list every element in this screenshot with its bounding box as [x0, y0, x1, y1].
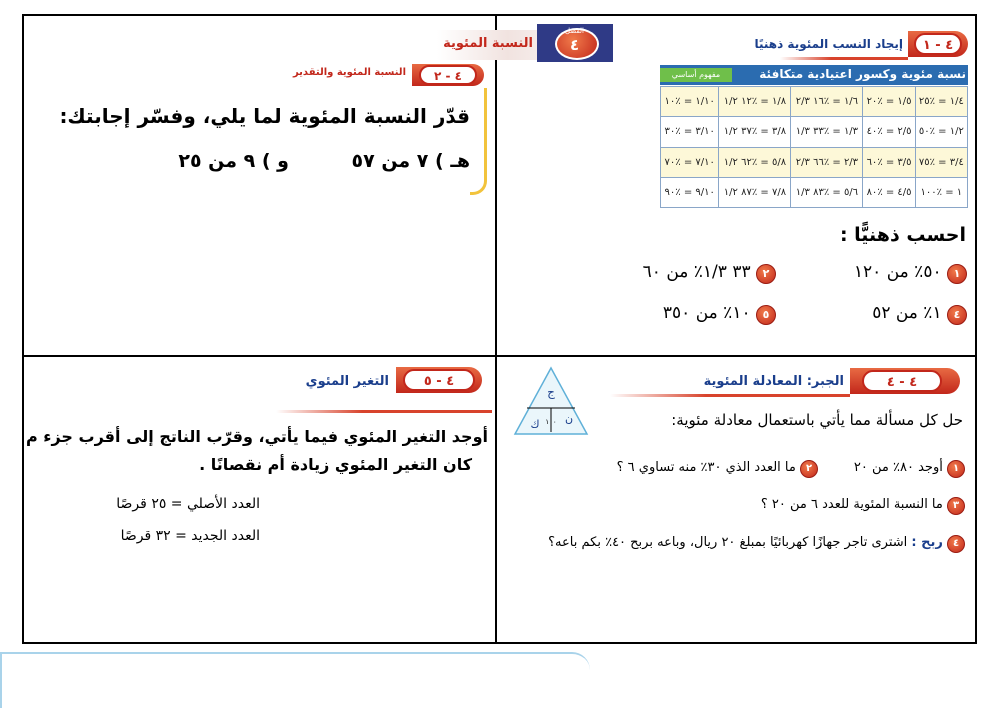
lesson-tag-4-5: ٤ - ٥ — [403, 369, 475, 391]
q1-item-1 — [854, 262, 967, 284]
triangle-top: ج — [547, 385, 555, 399]
item-number-badge: ٤ — [947, 305, 967, 325]
q2-instruction: قدّر النسبة المئوية لما يلي، وفسّر إجابتك: — [59, 104, 470, 128]
q2-box-border — [470, 88, 487, 195]
q1-item-5 — [663, 303, 776, 325]
triangle-right: ن — [564, 412, 574, 425]
lesson-title-4-4: الجبر: المعادلة المئوية — [703, 374, 844, 389]
item-text: ٥٠٪ من ١٢٠ — [853, 262, 942, 282]
chapter-title: النسبة المئوية — [443, 36, 533, 51]
q2-item-h: هـ ) ٧ من ٥٧ — [351, 150, 470, 172]
lesson-title-4-1: إيجاد النسب المئوية ذهنيًا — [754, 37, 903, 51]
item-number-badge: ٣ — [947, 497, 965, 515]
triangle-mid: ١٠٠ — [545, 418, 557, 426]
q1-item-4 — [872, 303, 967, 325]
table-row: ٣/٤ = ٪٧٥ ٣/٥ = ٪٦٠ ٢/٣ = ٪٦٦ ٢/٣ ٥/٨ = ٪٦٢ ١/٢ ٧/١٠ = ٪٧٠ — [661, 147, 968, 177]
lesson-title-4-2: النسبة المئوية والتقدير — [292, 67, 406, 78]
q4-original-number: العدد الأصلي = ٢٥ قرصًا — [116, 496, 260, 512]
item-number-badge: ٢ — [800, 460, 818, 478]
percent-fraction-table — [660, 86, 968, 208]
q4-instruction-line2: كان التغير المئوي زيادة أم نقصانًا . — [199, 455, 472, 474]
bottom-decoration — [0, 652, 590, 708]
lesson-underline-4-1 — [780, 57, 908, 60]
triangle-left: ك — [530, 418, 540, 431]
table-row: ١ = ٪١٠٠ ٤/٥ = ٪٨٠ ٥/٦ = ٪٨٣ ١/٣ ٧/٨ = ٪٨٧ ١/٢ ٩/١٠ = ٪٩٠ — [661, 177, 968, 207]
item-text: ما العدد الذي ٣٠٪ منه تساوي ٦ ؟ — [616, 460, 796, 475]
lesson-underline-4-4 — [610, 394, 850, 397]
q3-item-3 — [761, 497, 965, 515]
item-text: ١٪ من ٥٢ — [872, 303, 942, 323]
q2-item-w: و ) ٩ من ٢٥ — [178, 150, 289, 172]
item-number-badge: ٥ — [756, 305, 776, 325]
q4-instruction-line1: أوجد التغير المئوي فيما يأتي، وقرّب الناتج إلى أقرب جزء م — [25, 427, 488, 446]
table-row: ١/٢ = ٪٥٠ ٢/٥ = ٪٤٠ ١/٣ = ٪٣٣ ١/٣ ٣/٨ = ٪٣٧ ١/٢ ٣/١٠ = ٪٣٠ — [661, 117, 968, 147]
item-number-badge: ١ — [947, 460, 965, 478]
horizontal-divider — [22, 355, 977, 357]
chapter-number: ٤ — [570, 36, 580, 54]
chapter-header — [437, 24, 613, 62]
lesson-tag-4-1: ٤ - ١ — [914, 33, 962, 55]
table-row: ١/٤ = ٪٢٥ ١/٥ = ٪٢٠ ١/٦ = ٪١٦ ٢/٣ ١/٨ = ٪١٢ ١/٢ ١/١٠ = ٪١٠ — [661, 87, 968, 117]
item-label: ربح : — [911, 535, 943, 550]
item-number-badge: ٢ — [756, 264, 776, 284]
vertical-divider — [495, 14, 497, 644]
item-number-badge: ١ — [947, 264, 967, 284]
q1-item-2 — [643, 262, 776, 284]
q3-item-1 — [854, 460, 965, 478]
table-title: نسبة مئوية وكسور اعتيادية متكافئة — [759, 67, 966, 81]
lesson-tag-4-2: ٤ - ٢ — [419, 65, 477, 85]
item-text: أوجد ٨٠٪ من ٢٠ — [853, 460, 943, 475]
q3-item-2 — [617, 460, 818, 478]
mental-math-heading: احسب ذهنيًّا : — [839, 224, 966, 246]
lesson-underline-4-5 — [276, 410, 492, 413]
q4-new-number: العدد الجديد = ٣٢ قرصًا — [120, 528, 260, 544]
item-text: اشترى تاجر جهازًا كهربائيًا بمبلغ ٢٠ ريال، وباعه بربح ٤٠٪ بكم باعه؟ — [548, 535, 908, 550]
q3-instruction: حل كل مسألة مما يأتي باستعمال معادلة مئوية: — [671, 411, 963, 429]
concept-badge: مفهوم أساسي — [660, 68, 732, 82]
q3-item-4 — [548, 535, 965, 553]
lesson-title-4-5: التغير المئوي — [305, 374, 389, 389]
item-number-badge: ٤ — [947, 535, 965, 553]
percent-triangle-diagram — [513, 366, 589, 436]
lesson-tag-4-4: ٤ - ٤ — [862, 370, 942, 392]
item-text: ٣٣ ١/٣٪ من ٦٠ — [642, 262, 751, 282]
item-text: ١٠٪ من ٣٥٠ — [662, 303, 751, 323]
chapter-label: الفصل — [565, 27, 584, 35]
item-text: ما النسبة المئوية للعدد ٦ من ٢٠ ؟ — [760, 497, 943, 512]
